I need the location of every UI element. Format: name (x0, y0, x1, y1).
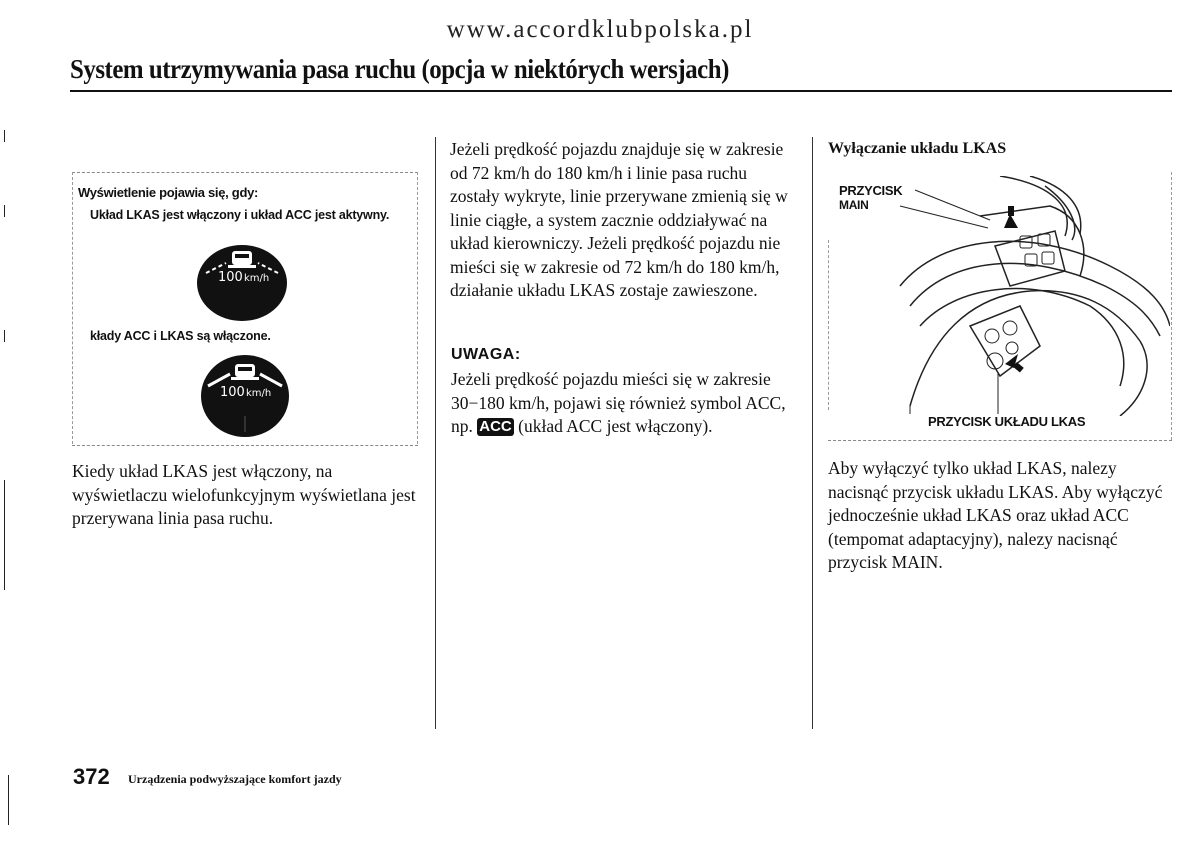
display1-speed: 100 (218, 270, 243, 285)
page-title: System utrzymywania pasa ruchu (opcja w niektórych wersjach) (70, 54, 729, 84)
panel-condition-acc-active: Układ LKAS jest włączony i układ ACC jest aktywny. (90, 208, 390, 222)
mid-display-lkas-acc-active (196, 243, 288, 321)
display2-speed: 100 (220, 385, 245, 400)
column3-paragraph: Aby wyłączyć tylko układ LKAS, nalezy nacisnąć przycisk układu LKAS. Aby wyłączyć jednocześnie układ LKAS oraz układ ACC (tempomat adaptacyjny), nalezy nacisnąć przycisk MAIN. (828, 458, 1163, 572)
title-divider (70, 90, 1172, 92)
warning-heading: UWAGA: (451, 346, 521, 363)
panel-condition-both-on: kłady ACC i LKAS są włączone. (90, 329, 271, 343)
label-lkas-button: PRZYCISK UKŁADU LKAS (928, 414, 1086, 429)
warning-text (451, 368, 796, 439)
display1-unit: km/h (244, 273, 270, 284)
figure-right-edge (1171, 172, 1172, 440)
label-przycisk: PRZYCISK (839, 183, 903, 198)
mid-display-lkas-acc-on (200, 354, 290, 438)
column-divider-right (812, 137, 813, 729)
margin-mark (8, 775, 9, 825)
site-url: www.accordklubpolska.pl (446, 16, 754, 43)
panel-right-edge (417, 172, 418, 444)
warning-text-after: (układ ACC jest włączony). (518, 416, 713, 436)
section-name: Urządzenia podwyższające komfort jazdy (128, 772, 342, 786)
page-number: 372 (73, 764, 110, 789)
display2-unit: km/h (246, 388, 272, 399)
column-divider-left (435, 137, 436, 729)
steering-wheel-illustration (880, 176, 1170, 416)
margin-mark (4, 130, 5, 142)
figure-left-edge (828, 240, 829, 410)
panel-left-edge (72, 172, 73, 444)
acc-symbol-icon: ACC (479, 418, 512, 435)
warning-text-before: Jeżeli prędkość pojazdu mieści się w zakresie 30−180 km/h, pojawi się również symbol ACC, np. (451, 369, 786, 436)
column1-paragraph: Kiedy układ LKAS jest włączony, na wyświetlaczu wielofunkcyjnym wyświetlana jest przerywana linia pasa ruchu. (72, 461, 416, 528)
label-main-button: MAIN (839, 198, 869, 212)
panel-heading: Wyświetlenie pojawia się, gdy: (78, 185, 259, 200)
column2-paragraph: Jeżeli prędkość pojazdu znajduje się w zakresie od 72 km/h do 180 km/h i linie pasa ruchu zostały wykryte, linie przerywane zmienią się w linie ciągłe, a system zacznie oddziaływać na układ kierowniczy. Jeżeli prędkość pojazdu nie mieści się w zakresie od 72 km/h do 180 km/h, działanie układu LKAS zostaje zawieszone. (450, 139, 788, 300)
column3-heading: Wyłączanie układu LKAS (828, 140, 1007, 157)
margin-mark (4, 330, 5, 342)
margin-mark (4, 205, 5, 217)
margin-mark (4, 480, 5, 590)
